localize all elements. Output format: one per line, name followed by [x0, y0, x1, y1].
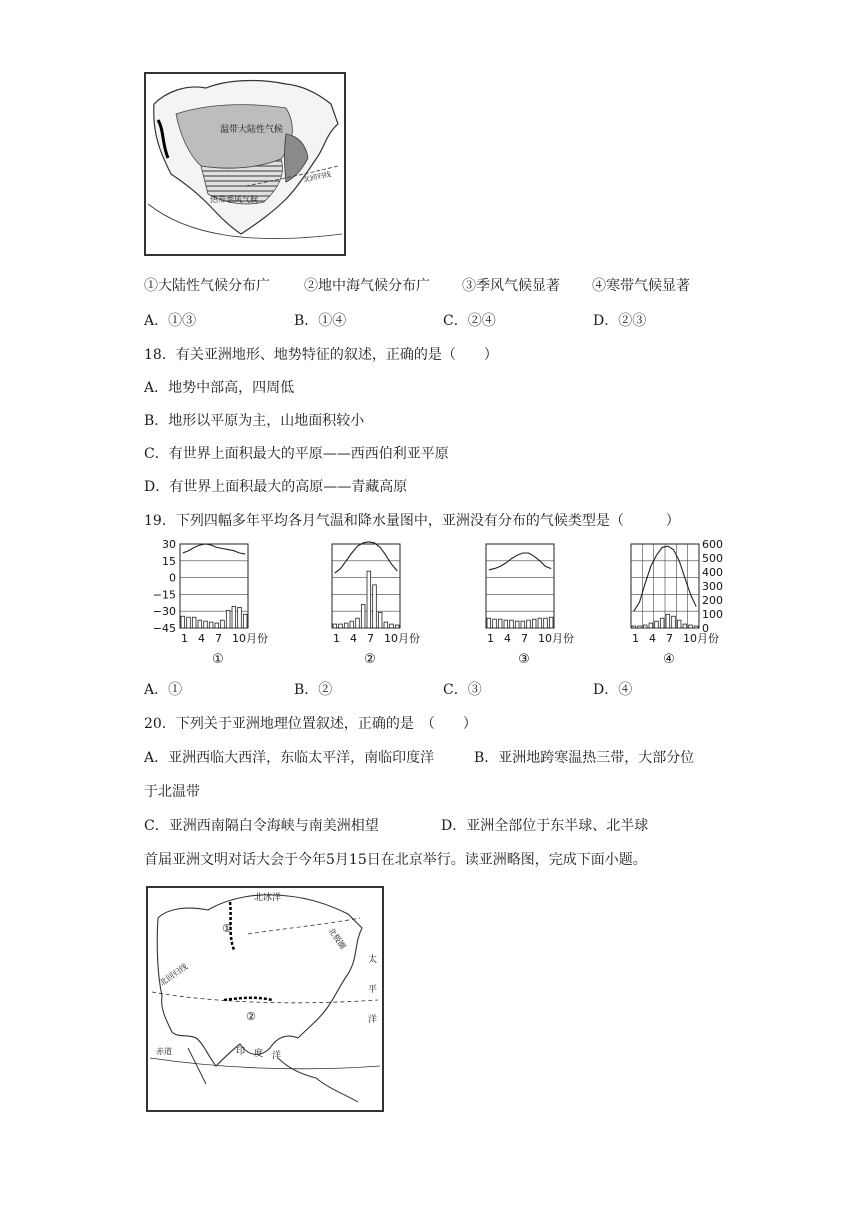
precipitation-bar — [487, 618, 491, 628]
precipitation-bar — [510, 620, 514, 628]
precipitation-bar — [390, 624, 394, 628]
precipitation-bar — [344, 623, 348, 628]
precipitation-bar — [538, 618, 542, 628]
precipitation-bar — [243, 614, 247, 628]
right-axis-tick: 300 — [702, 580, 723, 593]
precipitation-bar — [367, 571, 371, 628]
x-axis-tick: 10月份 — [232, 632, 268, 645]
map2-label-indian-1: 印 — [236, 1047, 246, 1057]
right-axis-tick: 400 — [702, 566, 723, 579]
left-axis-tick: −45 — [152, 622, 176, 635]
precipitation-bar — [521, 621, 525, 628]
q17-choice-b[interactable]: B．①④ — [294, 313, 347, 329]
precipitation-bar — [638, 626, 642, 628]
right-axis-tick: 200 — [702, 594, 723, 607]
x-axis-tick: 10月份 — [538, 632, 574, 645]
q20-stem: 20．下列关于亚洲地理位置叙述，正确的是 （ ） — [144, 716, 477, 732]
precipitation-bar — [689, 625, 693, 628]
precipitation-bar — [226, 610, 230, 628]
climate-chart-3 — [486, 544, 574, 667]
precipitation-bar — [361, 604, 365, 628]
map2-label-pacific-2: 平 — [368, 985, 378, 995]
climate-chart-2 — [332, 542, 420, 667]
intro-text: 首届亚洲文明对话大会于今年5月15日在北京举行。读亚洲略图，完成下面小题。 — [144, 852, 647, 868]
precipitation-bar — [527, 620, 531, 628]
precipitation-bar — [181, 616, 185, 628]
right-axis-tick: 600 — [702, 538, 723, 551]
q20-choice-a[interactable]: A．亚洲西临大西洋，东临太平洋，南临印度洋 — [144, 750, 435, 766]
q17-choice-a[interactable]: A．①③ — [144, 313, 197, 329]
map2-label-pacific-1: 太 — [368, 955, 378, 965]
precipitation-bar — [532, 619, 536, 628]
chart-caption: ④ — [663, 652, 675, 667]
temperature-line — [335, 542, 397, 573]
map2-label-equator: 赤道 — [156, 1047, 172, 1056]
precipitation-bar — [204, 621, 208, 628]
asia-outline-map — [146, 886, 384, 1112]
map2-label-indian-2: 度 — [254, 1049, 264, 1059]
x-axis-tick: 4 — [350, 632, 357, 645]
precipitation-bar — [632, 626, 636, 628]
climate-chart-1 — [153, 538, 268, 667]
q17-choice-c[interactable]: C．②④ — [443, 313, 496, 329]
q18-choice-b[interactable]: B．地形以平原为主，山地面积较小 — [144, 413, 365, 429]
precipitation-bar — [209, 622, 213, 628]
precipitation-bar — [350, 621, 354, 628]
q18-choice-a[interactable]: A．地势中部高，四周低 — [144, 380, 295, 396]
x-axis-tick: 10月份 — [384, 632, 420, 645]
x-axis-tick: 4 — [198, 632, 205, 645]
precipitation-bar — [356, 618, 360, 628]
right-axis-tick: 0 — [702, 622, 709, 635]
chart-caption: ② — [364, 652, 376, 667]
climate-chart-4 — [631, 538, 723, 667]
q19-choice-c[interactable]: C．③ — [443, 682, 482, 698]
x-axis-tick: 1 — [181, 632, 188, 645]
precipitation-bar — [373, 585, 377, 628]
map2-marker-1: ① — [222, 922, 232, 935]
precipitation-bar — [549, 617, 553, 628]
precipitation-bar — [238, 607, 242, 628]
q20-choice-d[interactable]: D．亚洲全部位于东半球、北半球 — [441, 818, 649, 834]
precipitation-bar — [333, 624, 337, 628]
q17-choice-d[interactable]: D．②③ — [593, 313, 647, 329]
precipitation-bar — [504, 620, 508, 628]
x-axis-tick: 7 — [367, 632, 374, 645]
chart-caption: ③ — [518, 652, 530, 667]
statement-4: ④寒带气候显著 — [592, 278, 690, 294]
map2-label-arctic-circle: 北极圈 — [326, 925, 348, 951]
map2-label-indian-3: 洋 — [272, 1051, 282, 1061]
climate-charts — [144, 538, 744, 673]
left-axis-tick: 30 — [162, 538, 176, 551]
right-axis-tick: 500 — [702, 552, 723, 565]
q20-choice-b[interactable]: B．亚洲地跨寒温热三带，大部分位 — [474, 750, 695, 766]
map2-label-tropic: 北回归线 — [157, 961, 190, 988]
precipitation-bar — [498, 619, 502, 628]
precipitation-bar — [378, 612, 382, 628]
q19-choice-a[interactable]: A．① — [144, 682, 183, 698]
q18-choice-c[interactable]: C．有世界上面积最大的平原——西西伯利亚平原 — [144, 446, 449, 462]
chart-frame — [486, 544, 554, 628]
map1-label-continental: 温带大陆性气候 — [220, 125, 284, 135]
q19-stem: 19．下列四幅多年平均各月气温和降水量图中，亚洲没有分布的气候类型是（ ） — [144, 513, 680, 529]
precipitation-bar — [643, 625, 647, 628]
x-axis-tick: 1 — [487, 632, 494, 645]
left-axis-tick: 0 — [169, 571, 176, 585]
q20-choice-b-continued: 于北温带 — [144, 784, 200, 800]
statement-3: ③季风气候显著 — [462, 278, 560, 294]
map1-label-monsoon: 热带季风气候 — [210, 195, 258, 204]
statement-1: ①大陆性气候分布广 — [144, 278, 270, 294]
left-axis-tick: −30 — [152, 605, 176, 619]
precipitation-bar — [198, 620, 202, 628]
precipitation-bar — [384, 622, 388, 628]
x-axis-tick: 4 — [649, 632, 656, 645]
q20-choice-c[interactable]: C．亚洲西南隔白令海峡与南美洲相望 — [144, 818, 379, 834]
precipitation-bar — [672, 616, 676, 628]
x-axis-tick: 7 — [215, 632, 222, 645]
precipitation-bar — [677, 620, 681, 628]
precipitation-bar — [187, 617, 191, 628]
precipitation-bar — [649, 623, 653, 628]
precipitation-bar — [666, 614, 670, 628]
temperature-line — [183, 544, 245, 554]
asia-climate-map — [144, 72, 346, 256]
q18-stem: 18．有关亚洲地形、地势特征的叙述，正确的是（ ） — [144, 347, 498, 363]
x-axis-tick: 1 — [632, 632, 639, 645]
q18-choice-d[interactable]: D．有世界上面积最大的高原——青藏高原 — [144, 479, 408, 495]
q19-choice-b[interactable]: B．② — [294, 682, 333, 698]
precipitation-bar — [215, 623, 219, 628]
map1-label-tropic: 北回归线 — [302, 170, 332, 184]
asia-climate-map-drawing — [146, 74, 344, 254]
x-axis-tick: 7 — [666, 632, 673, 645]
x-axis-tick: 1 — [333, 632, 340, 645]
precipitation-bar — [493, 619, 497, 628]
asia-outline-map-drawing — [148, 888, 382, 1110]
x-axis-tick: 4 — [504, 632, 511, 645]
precipitation-bar — [221, 620, 225, 628]
statement-2: ②地中海气候分布广 — [304, 278, 430, 294]
chart-frame — [332, 544, 400, 628]
precipitation-bar — [660, 618, 664, 628]
map2-marker-2: ② — [246, 1010, 256, 1023]
temperature-line — [489, 553, 551, 570]
map2-label-pacific-3: 洋 — [368, 1015, 378, 1025]
precipitation-bar — [683, 624, 687, 628]
precipitation-bar — [655, 621, 659, 628]
x-axis-tick: 10月份 — [683, 632, 719, 645]
left-axis-tick: −15 — [152, 588, 176, 602]
left-axis-tick: 15 — [162, 554, 176, 568]
chart-caption: ① — [212, 652, 224, 667]
precipitation-bar — [232, 606, 236, 628]
q19-choice-d[interactable]: D．④ — [593, 682, 633, 698]
precipitation-bar — [694, 626, 698, 628]
x-axis-tick: 7 — [521, 632, 528, 645]
right-axis-tick: 100 — [702, 608, 723, 621]
precipitation-bar — [515, 621, 519, 628]
precipitation-bar — [395, 625, 399, 628]
precipitation-bar — [339, 624, 343, 628]
precipitation-bar — [544, 618, 548, 628]
precipitation-bar — [192, 617, 196, 628]
map2-label-arctic-ocean: 北冰洋 — [254, 893, 282, 903]
